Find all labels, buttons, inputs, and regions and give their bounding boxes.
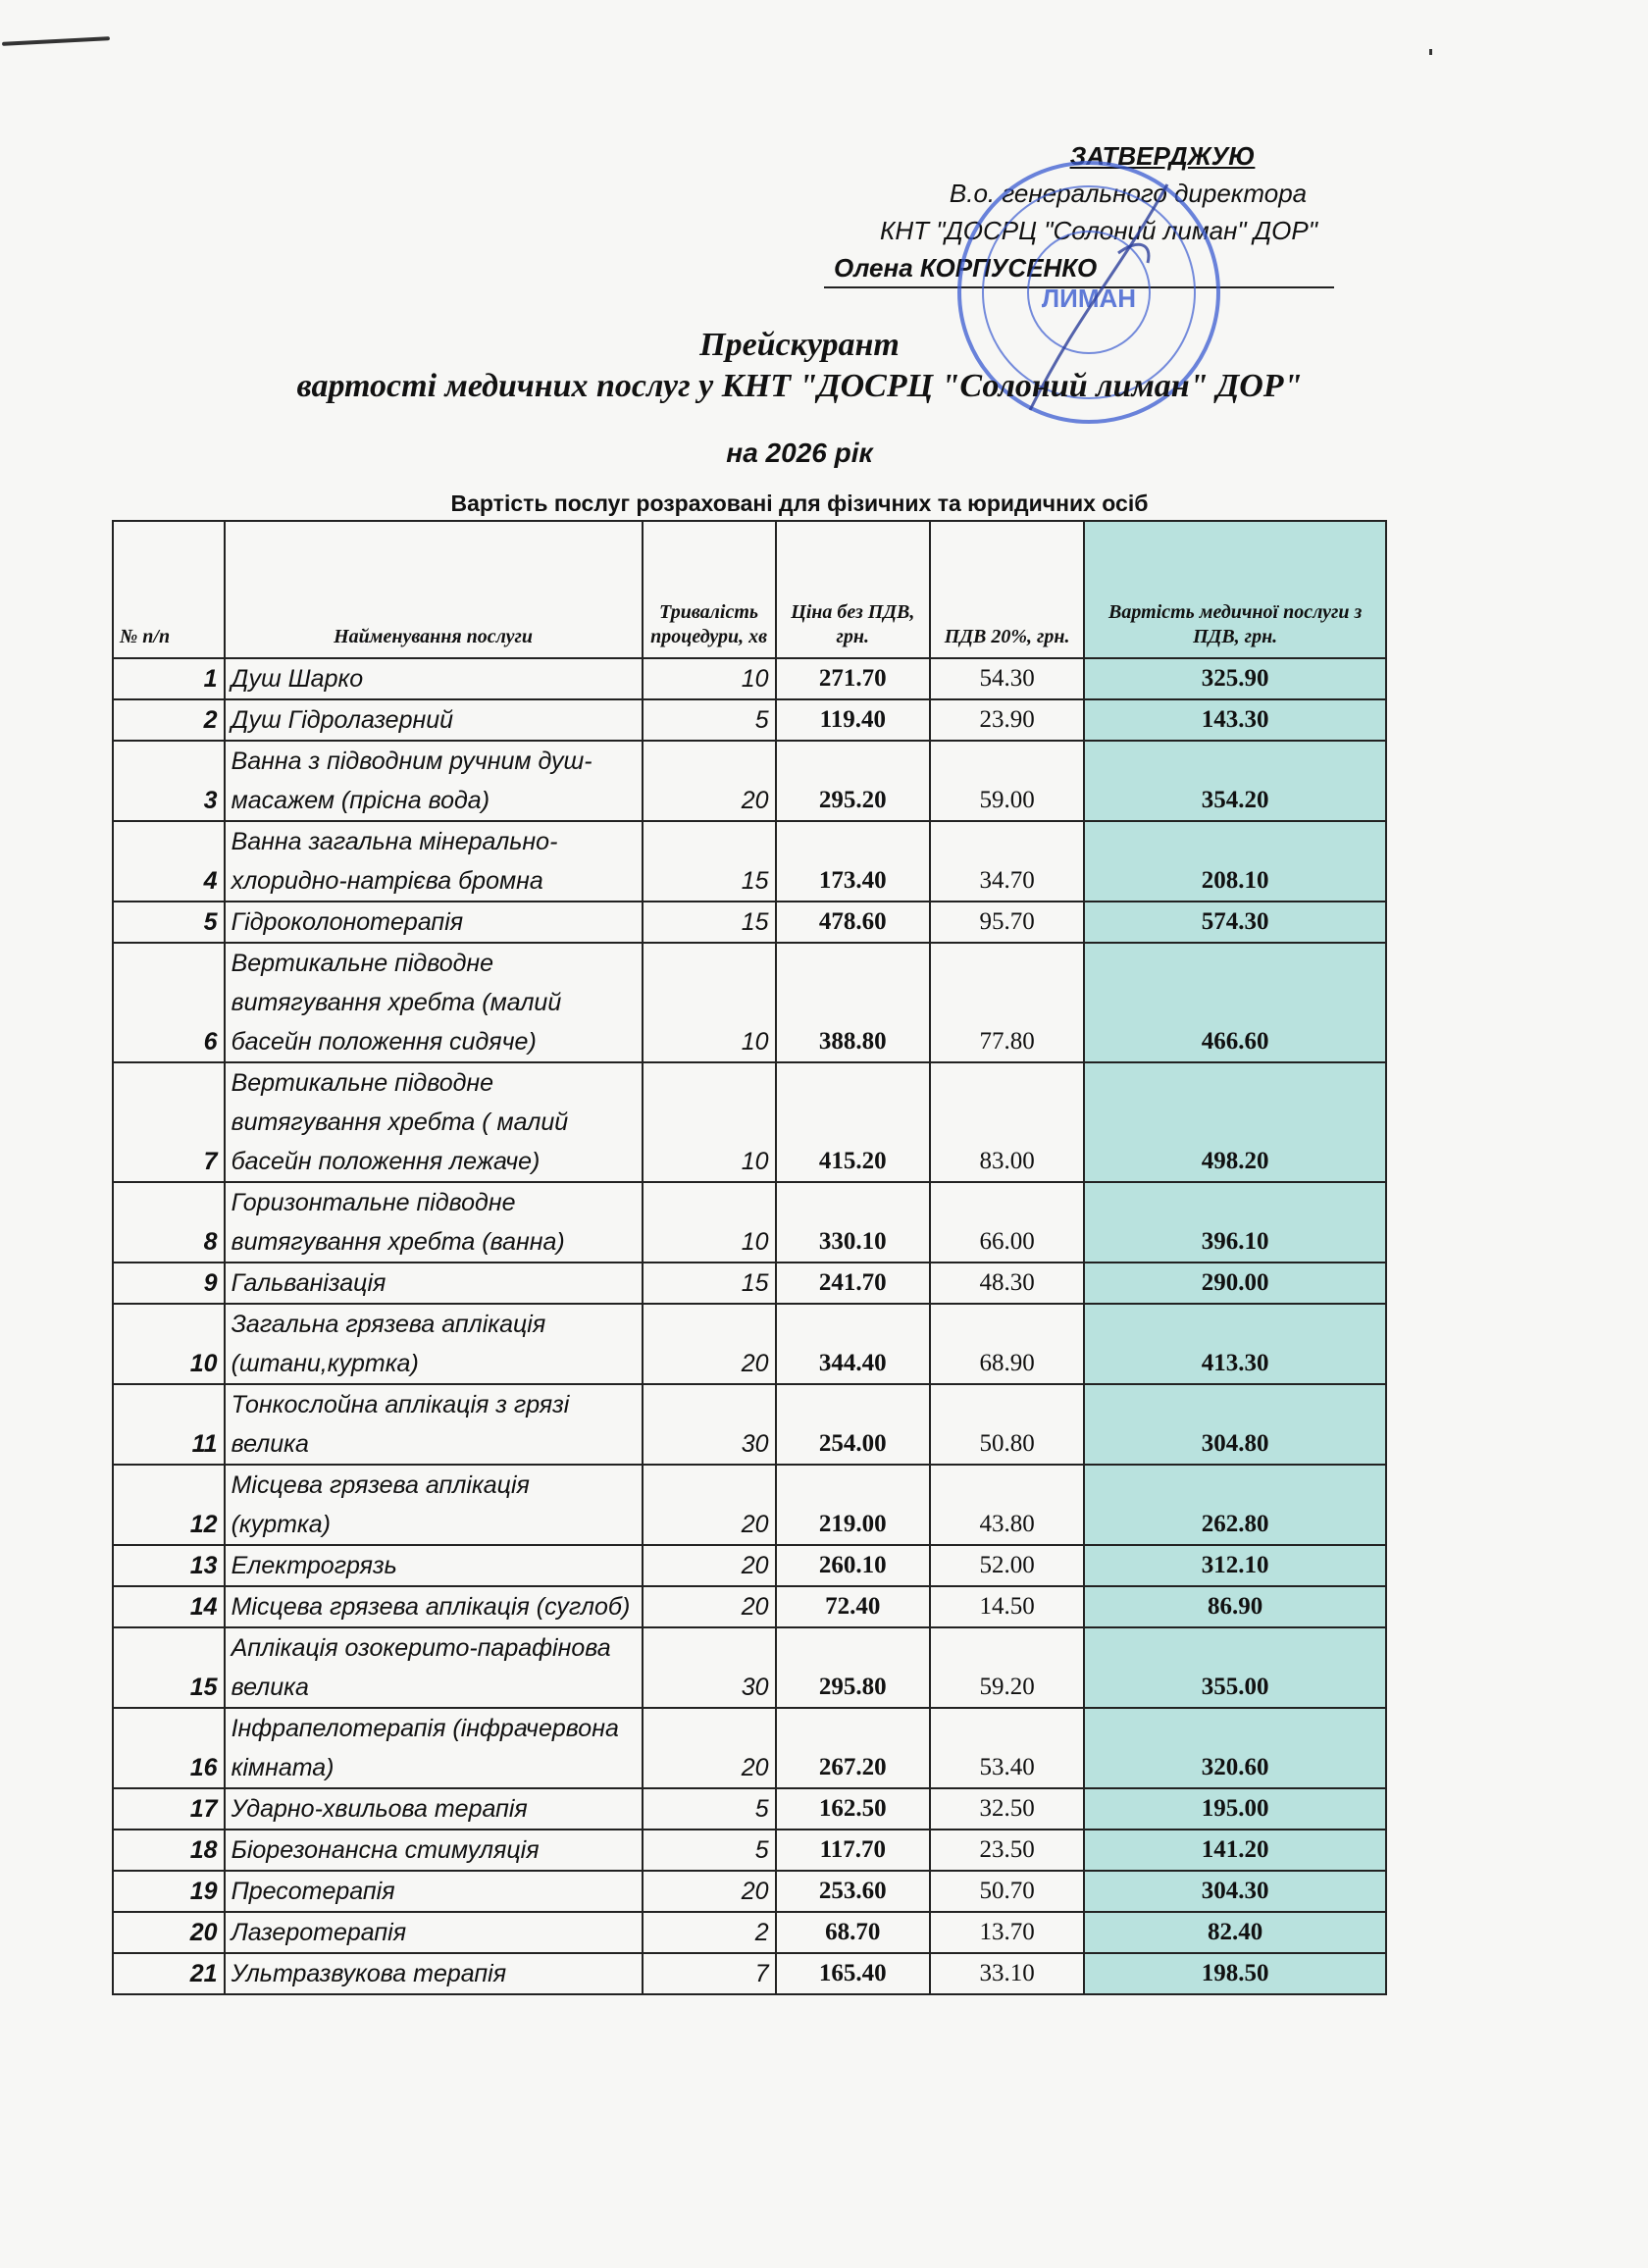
cell-price: 173.40: [776, 821, 930, 902]
cell-price: 162.50: [776, 1788, 930, 1830]
cell-vat: 68.90: [930, 1304, 1084, 1384]
cell-vat: 54.30: [930, 658, 1084, 699]
table-row: [113, 943, 1386, 1062]
cell-price: 330.10: [776, 1182, 930, 1263]
cell-name: Вертикальне підводне витягування хребта ( малий басейн положення лежаче): [225, 1062, 643, 1182]
cell-vat: 53.40: [930, 1708, 1084, 1788]
cell-duration: 20: [643, 1708, 776, 1788]
cell-total: 208.10: [1084, 821, 1386, 902]
cell-vat: 32.50: [930, 1788, 1084, 1830]
cell-total: 354.20: [1084, 741, 1386, 821]
cell-num: 20: [113, 1912, 225, 1953]
cell-duration: 10: [643, 658, 776, 699]
table-row: [113, 1871, 1386, 1912]
cell-name: Загальна грязева аплікація (штани,куртка): [225, 1304, 643, 1384]
cell-vat: 34.70: [930, 821, 1084, 902]
approval-position: В.о. генерального директора: [949, 179, 1308, 208]
cell-total: 466.60: [1084, 943, 1386, 1062]
table-row: [113, 1586, 1386, 1627]
cell-duration: 15: [643, 902, 776, 943]
cell-name: Гальванізація: [225, 1263, 643, 1304]
cell-num: 21: [113, 1953, 225, 1994]
cell-vat: 95.70: [930, 902, 1084, 943]
table-row: [113, 1708, 1386, 1788]
cell-name: Тонкослойна аплікація з грязі велика: [225, 1384, 643, 1465]
cell-total: 325.90: [1084, 658, 1386, 699]
cell-duration: 15: [643, 821, 776, 902]
cell-total: 82.40: [1084, 1912, 1386, 1953]
table-row: [113, 1953, 1386, 1994]
table-row: [113, 1304, 1386, 1384]
table-header-row: [113, 521, 1386, 658]
cell-num: 10: [113, 1304, 225, 1384]
cell-num: 13: [113, 1545, 225, 1586]
cell-total: 498.20: [1084, 1062, 1386, 1182]
cell-total: 141.20: [1084, 1830, 1386, 1871]
cell-total: 355.00: [1084, 1627, 1386, 1708]
document-subtitle: Вартість послуг розраховані для фізичних та юридичних осіб: [450, 490, 1149, 516]
cell-num: 11: [113, 1384, 225, 1465]
table-row: [113, 741, 1386, 821]
cell-price: 219.00: [776, 1465, 930, 1545]
cell-num: 8: [113, 1182, 225, 1263]
cell-duration: 20: [643, 1304, 776, 1384]
cell-vat: 23.90: [930, 699, 1084, 741]
cell-total: 143.30: [1084, 699, 1386, 741]
approval-organization: КНТ "ДОСРЦ "Солоний лиман" ДОР": [880, 216, 1317, 245]
cell-duration: 30: [643, 1384, 776, 1465]
cell-duration: 20: [643, 741, 776, 821]
cell-vat: 77.80: [930, 943, 1084, 1062]
cell-price: 68.70: [776, 1912, 930, 1953]
header-num: № п/п: [113, 521, 225, 658]
scan-artifact: [2, 36, 110, 46]
cell-price: 254.00: [776, 1384, 930, 1465]
table-row: [113, 1627, 1386, 1708]
cell-total: 195.00: [1084, 1788, 1386, 1830]
cell-vat: 33.10: [930, 1953, 1084, 1994]
cell-vat: 50.70: [930, 1871, 1084, 1912]
cell-name: Пресотерапія: [225, 1871, 643, 1912]
stamp-text: ЛИМАН: [1041, 284, 1137, 313]
cell-duration: 10: [643, 943, 776, 1062]
cell-name: Гідроколонотерапія: [225, 902, 643, 943]
cell-duration: 5: [643, 699, 776, 741]
cell-num: 2: [113, 699, 225, 741]
header-price: Ціна без ПДВ, грн.: [776, 521, 930, 658]
cell-num: 14: [113, 1586, 225, 1627]
cell-num: 19: [113, 1871, 225, 1912]
table-row: [113, 658, 1386, 699]
table-row: [113, 1545, 1386, 1586]
cell-num: 5: [113, 902, 225, 943]
table-row: [113, 902, 1386, 943]
cell-duration: 7: [643, 1953, 776, 1994]
cell-name: Біорезонансна стимуляція: [225, 1830, 643, 1871]
scan-dot: [1429, 49, 1432, 55]
cell-vat: 14.50: [930, 1586, 1084, 1627]
header-total: Вартість медичної послуги з ПДВ, грн.: [1084, 521, 1386, 658]
cell-num: 3: [113, 741, 225, 821]
cell-num: 17: [113, 1788, 225, 1830]
cell-name: Вертикальне підводне витягування хребта (малий басейн положення сидяче): [225, 943, 643, 1062]
cell-total: 312.10: [1084, 1545, 1386, 1586]
table-row: [113, 1788, 1386, 1830]
cell-price: 295.20: [776, 741, 930, 821]
cell-total: 86.90: [1084, 1586, 1386, 1627]
cell-vat: 66.00: [930, 1182, 1084, 1263]
cell-vat: 13.70: [930, 1912, 1084, 1953]
approval-signatory: Олена КОРПУСЕНКО: [824, 249, 1334, 288]
table-row: [113, 821, 1386, 902]
cell-duration: 5: [643, 1788, 776, 1830]
cell-price: 117.70: [776, 1830, 930, 1871]
cell-name: Аплікація озокерито-парафінова велика: [225, 1627, 643, 1708]
cell-vat: 83.00: [930, 1062, 1084, 1182]
cell-duration: 20: [643, 1586, 776, 1627]
cell-price: 72.40: [776, 1586, 930, 1627]
cell-total: 290.00: [1084, 1263, 1386, 1304]
cell-total: 396.10: [1084, 1182, 1386, 1263]
cell-num: 9: [113, 1263, 225, 1304]
table-row: [113, 1384, 1386, 1465]
cell-vat: 59.20: [930, 1627, 1084, 1708]
document-year: на 2026 рік: [726, 438, 873, 468]
cell-num: 6: [113, 943, 225, 1062]
cell-price: 271.70: [776, 658, 930, 699]
table-row: [113, 699, 1386, 741]
cell-total: 413.30: [1084, 1304, 1386, 1384]
cell-total: 304.80: [1084, 1384, 1386, 1465]
document-title-line2: вартості медичних послуг у КНТ "ДОСРЦ "Солоний лиман" ДОР": [296, 368, 1303, 404]
cell-duration: 10: [643, 1182, 776, 1263]
cell-vat: 48.30: [930, 1263, 1084, 1304]
price-table: [112, 520, 1387, 1995]
cell-num: 15: [113, 1627, 225, 1708]
cell-price: 344.40: [776, 1304, 930, 1384]
cell-num: 16: [113, 1708, 225, 1788]
cell-vat: 23.50: [930, 1830, 1084, 1871]
cell-duration: 15: [643, 1263, 776, 1304]
cell-name: Ванна з підводним ручним душ-масажем (прісна вода): [225, 741, 643, 821]
cell-total: 262.80: [1084, 1465, 1386, 1545]
cell-name: Ударно-хвильова терапія: [225, 1788, 643, 1830]
document-title: Прейскурант: [699, 327, 900, 363]
cell-vat: 43.80: [930, 1465, 1084, 1545]
cell-vat: 59.00: [930, 741, 1084, 821]
cell-name: Душ Гідролазерний: [225, 699, 643, 741]
cell-price: 165.40: [776, 1953, 930, 1994]
header-duration: Тривалість процедури, хв: [643, 521, 776, 658]
cell-name: Лазеротерапія: [225, 1912, 643, 1953]
approval-title: ЗАТВЕРДЖУЮ: [1069, 141, 1256, 171]
cell-name: Електрогрязь: [225, 1545, 643, 1586]
cell-num: 4: [113, 821, 225, 902]
cell-price: 478.60: [776, 902, 930, 943]
cell-vat: 52.00: [930, 1545, 1084, 1586]
cell-num: 7: [113, 1062, 225, 1182]
table-row: [113, 1263, 1386, 1304]
cell-name: Душ Шарко: [225, 658, 643, 699]
cell-duration: 5: [643, 1830, 776, 1871]
cell-duration: 2: [643, 1912, 776, 1953]
cell-duration: 20: [643, 1465, 776, 1545]
table-row: [113, 1465, 1386, 1545]
cell-name: Ультразвукова терапія: [225, 1953, 643, 1994]
cell-price: 260.10: [776, 1545, 930, 1586]
cell-name: Інфрапелотерапія (інфрачервона кімната): [225, 1708, 643, 1788]
cell-total: 198.50: [1084, 1953, 1386, 1994]
cell-duration: 20: [643, 1871, 776, 1912]
table-row: [113, 1182, 1386, 1263]
table-body: [113, 658, 1386, 1994]
cell-price: 253.60: [776, 1871, 930, 1912]
table-row: [113, 1830, 1386, 1871]
cell-name: Ванна загальна мінерально-хлоридно-натрієва бромна: [225, 821, 643, 902]
table-row: [113, 1912, 1386, 1953]
cell-name: Місцева грязева аплікація (куртка): [225, 1465, 643, 1545]
cell-duration: 30: [643, 1627, 776, 1708]
header-vat: ПДВ 20%, грн.: [930, 521, 1084, 658]
table-row: [113, 1062, 1386, 1182]
cell-num: 18: [113, 1830, 225, 1871]
header-name: Найменування послуги: [225, 521, 643, 658]
signature-loop: [1118, 244, 1149, 263]
cell-duration: 10: [643, 1062, 776, 1182]
cell-price: 267.20: [776, 1708, 930, 1788]
cell-num: 12: [113, 1465, 225, 1545]
cell-duration: 20: [643, 1545, 776, 1586]
cell-price: 415.20: [776, 1062, 930, 1182]
cell-name: Горизонтальне підводне витягування хребта (ванна): [225, 1182, 643, 1263]
cell-vat: 50.80: [930, 1384, 1084, 1465]
cell-total: 320.60: [1084, 1708, 1386, 1788]
cell-price: 119.40: [776, 699, 930, 741]
cell-price: 295.80: [776, 1627, 930, 1708]
cell-price: 241.70: [776, 1263, 930, 1304]
cell-total: 574.30: [1084, 902, 1386, 943]
cell-price: 388.80: [776, 943, 930, 1062]
cell-name: Місцева грязева аплікація (суглоб): [225, 1586, 643, 1627]
cell-num: 1: [113, 658, 225, 699]
cell-total: 304.30: [1084, 1871, 1386, 1912]
